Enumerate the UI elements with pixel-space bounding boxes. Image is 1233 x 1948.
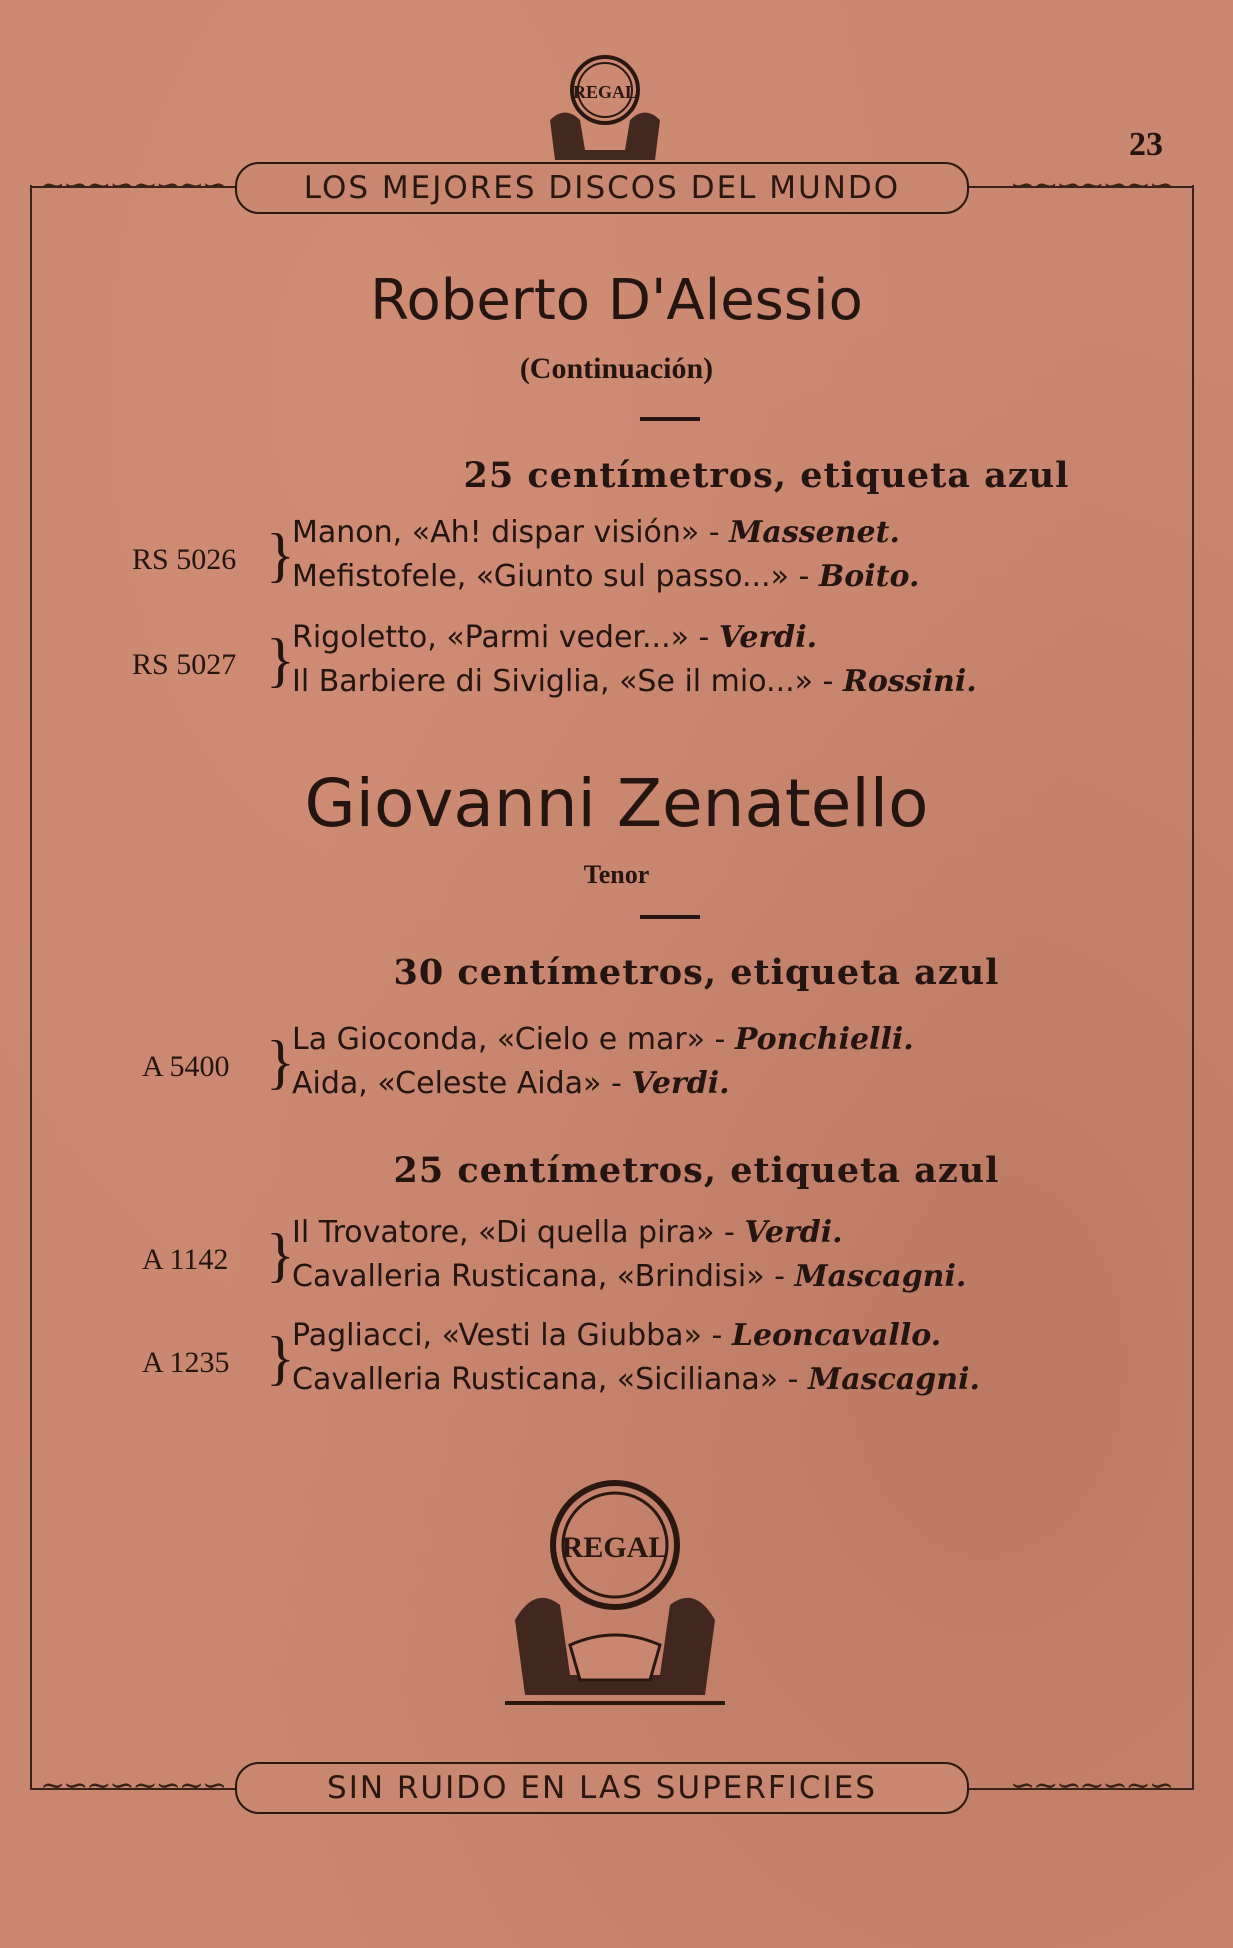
svg-text:REGAL: REGAL (572, 82, 638, 102)
footer-band: SIN RUIDO EN LAS SUPERFICIES (235, 1762, 969, 1814)
section-heading: 25 centímetros, etiqueta azul (393, 1150, 1000, 1191)
artist-name: Giovanni Zenatello (304, 765, 929, 842)
flourish-left-bottom: ~∽~∽~∽~∽ (40, 1768, 226, 1803)
svg-text:REGAL: REGAL (561, 1531, 669, 1564)
artist-name: Roberto D'Alessio (370, 268, 863, 333)
flourish-right-top: ∽~∽~∽~∽ (1010, 168, 1172, 203)
divider-rule (640, 915, 700, 919)
track-line (292, 1318, 941, 1353)
record-entry (0, 1215, 1233, 1305)
divider-rule (640, 417, 700, 421)
artist-subtitle: (Continuación) (519, 352, 714, 385)
track-title: Pagliacci, «Vesti la Giubba» - (292, 1318, 723, 1353)
catalog-number: RS 5027 (132, 648, 237, 681)
track-title: Mefistofele, «Giunto sul passo...» - (292, 559, 810, 594)
record-entry (0, 1318, 1233, 1408)
track-title: Il Barbiere di Siviglia, «Se il mio...» - (292, 664, 834, 699)
track-title: La Gioconda, «Cielo e mar» - (292, 1022, 726, 1057)
brace: } (266, 627, 295, 693)
track-composer: Verdi. (744, 1215, 843, 1250)
record-entry (0, 620, 1233, 710)
track-line (292, 620, 817, 655)
brace: } (266, 522, 295, 588)
brace: } (266, 1222, 295, 1288)
page-number: 23 (1129, 126, 1163, 163)
section-heading: 25 centímetros, etiqueta azul (463, 455, 1070, 496)
track-line (292, 515, 900, 550)
regal-lion-emblem-icon (500, 1475, 730, 1715)
track-line (292, 1362, 980, 1397)
catalog-number: RS 5026 (132, 543, 237, 576)
flourish-left-top: ~∽~∽~∽~∽ (40, 168, 226, 203)
header-band: LOS MEJORES DISCOS DEL MUNDO (235, 162, 969, 214)
catalog-number: A 1142 (142, 1243, 229, 1276)
track-title: Il Trovatore, «Di quella pira» - (292, 1215, 735, 1250)
artist-voice-type: Tenor (583, 860, 650, 889)
section-heading: 30 centímetros, etiqueta azul (393, 952, 1000, 993)
track-composer: Rossini. (842, 664, 977, 699)
track-line (292, 1259, 966, 1294)
track-composer: Verdi. (631, 1066, 730, 1101)
track-title: Manon, «Ah! dispar visión» - (292, 515, 720, 550)
brace: } (266, 1029, 295, 1095)
track-composer: Massenet. (729, 515, 900, 550)
track-line (292, 559, 919, 594)
regal-lion-emblem-icon (530, 50, 680, 170)
brand-lettering (573, 82, 637, 102)
track-composer: Verdi. (718, 620, 818, 655)
brace: } (266, 1325, 295, 1391)
catalog-number: A 5400 (142, 1050, 230, 1083)
track-composer: Boito. (818, 559, 920, 594)
track-composer: Ponchielli. (734, 1022, 914, 1057)
track-title: Aida, «Celeste Aida» - (292, 1066, 622, 1101)
track-title: Cavalleria Rusticana, «Brindisi» - (292, 1259, 785, 1294)
track-line (292, 1215, 843, 1250)
track-composer: Mascagni. (794, 1259, 967, 1294)
track-line (292, 1022, 914, 1057)
track-composer: Leoncavallo. (731, 1318, 942, 1353)
brand-lettering (562, 1531, 669, 1564)
record-entry (0, 1022, 1233, 1112)
track-line (292, 1066, 730, 1101)
catalog-number: A 1235 (142, 1346, 230, 1379)
flourish-right-bottom: ∽~∽~∽~∽ (1010, 1768, 1172, 1803)
track-line (292, 664, 977, 699)
track-composer: Mascagni. (808, 1362, 980, 1397)
record-entry (0, 515, 1233, 605)
track-title: Cavalleria Rusticana, «Siciliana» - (292, 1362, 799, 1397)
track-title: Rigoletto, «Parmi veder...» - (292, 620, 710, 655)
